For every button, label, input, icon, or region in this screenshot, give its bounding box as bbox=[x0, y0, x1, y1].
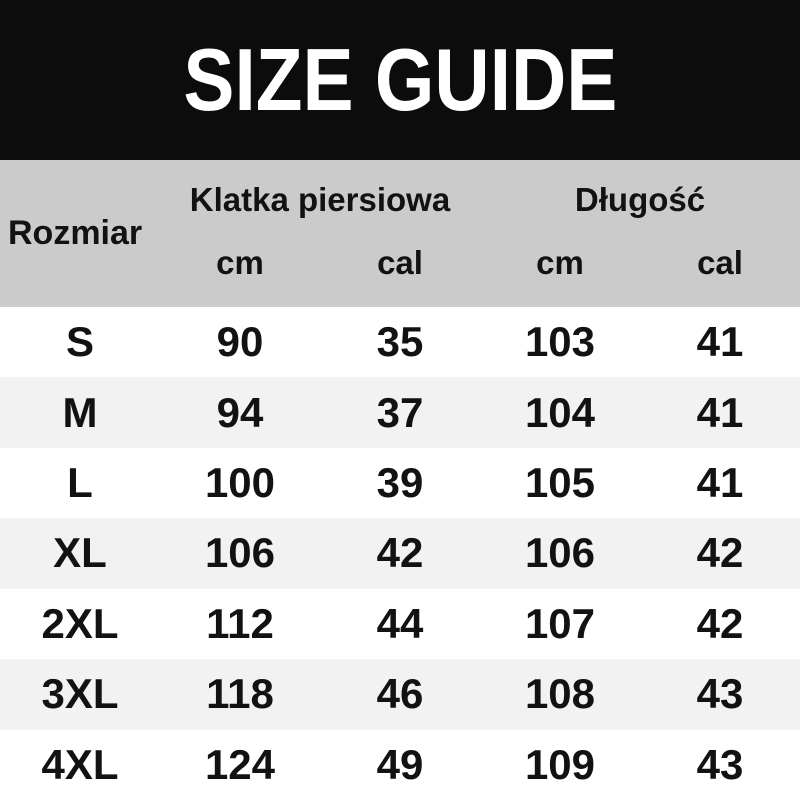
size-cell: XL bbox=[53, 529, 107, 577]
unit-header-length-cm: cm bbox=[536, 244, 584, 281]
length-cal-cell: 42 bbox=[696, 529, 744, 577]
unit-header-length-cal: cal bbox=[697, 244, 743, 281]
table-row-s bbox=[0, 307, 800, 377]
chest-cal-cell: 46 bbox=[376, 670, 424, 718]
chest-cm-cell: 100 bbox=[204, 459, 276, 507]
length-cal-cell: 43 bbox=[696, 740, 744, 788]
table-row-4xl bbox=[0, 730, 800, 800]
length-cm-cell: 108 bbox=[524, 670, 596, 718]
chest-cm-cell: 112 bbox=[206, 599, 274, 647]
title-banner bbox=[0, 0, 800, 160]
length-cm-cell: 109 bbox=[524, 740, 596, 788]
page-title: SIZE GUIDE bbox=[183, 30, 617, 129]
length-cal-cell: 42 bbox=[696, 599, 744, 647]
column-header-size: Rozmiar bbox=[8, 214, 143, 252]
size-cell: 4XL bbox=[41, 740, 119, 788]
chest-cal-cell: 44 bbox=[376, 599, 424, 647]
chest-cal-cell: 49 bbox=[376, 740, 424, 788]
length-cal-cell: 41 bbox=[696, 388, 744, 436]
chest-cal-cell: 39 bbox=[376, 459, 424, 507]
chest-cm-cell: 106 bbox=[204, 529, 276, 577]
chest-cal-cell: 35 bbox=[376, 318, 424, 366]
size-cell: 3XL bbox=[41, 670, 119, 718]
unit-header-chest-cal: cal bbox=[377, 244, 423, 281]
chest-cm-cell: 94 bbox=[216, 388, 264, 436]
unit-header-chest-cm: cm bbox=[216, 244, 264, 281]
length-cm-cell: 105 bbox=[524, 459, 596, 507]
table-body bbox=[0, 307, 800, 800]
length-cal-cell: 43 bbox=[696, 670, 744, 718]
table-row-3xl bbox=[0, 659, 800, 729]
table-row-2xl bbox=[0, 589, 800, 659]
size-cell: M bbox=[62, 388, 98, 436]
size-cell: S bbox=[65, 318, 94, 366]
length-cm-cell: 103 bbox=[524, 318, 596, 366]
table-header bbox=[0, 160, 800, 307]
length-cm-cell: 106 bbox=[524, 529, 596, 577]
column-group-length: Długość bbox=[574, 181, 706, 218]
column-group-chest: Klatka piersiowa bbox=[189, 181, 451, 218]
chest-cal-cell: 42 bbox=[376, 529, 424, 577]
size-cell: L bbox=[67, 459, 93, 507]
table-row-xl bbox=[0, 518, 800, 588]
length-cal-cell: 41 bbox=[696, 459, 744, 507]
chest-cm-cell: 124 bbox=[204, 740, 276, 788]
table-row-m bbox=[0, 377, 800, 447]
size-cell: 2XL bbox=[41, 599, 119, 647]
length-cm-cell: 107 bbox=[524, 599, 596, 647]
length-cm-cell: 104 bbox=[524, 388, 596, 436]
table-row-l bbox=[0, 448, 800, 518]
chest-cal-cell: 37 bbox=[376, 388, 424, 436]
chest-cm-cell: 90 bbox=[216, 318, 264, 366]
chest-cm-cell: 118 bbox=[206, 670, 274, 718]
length-cal-cell: 41 bbox=[696, 318, 744, 366]
